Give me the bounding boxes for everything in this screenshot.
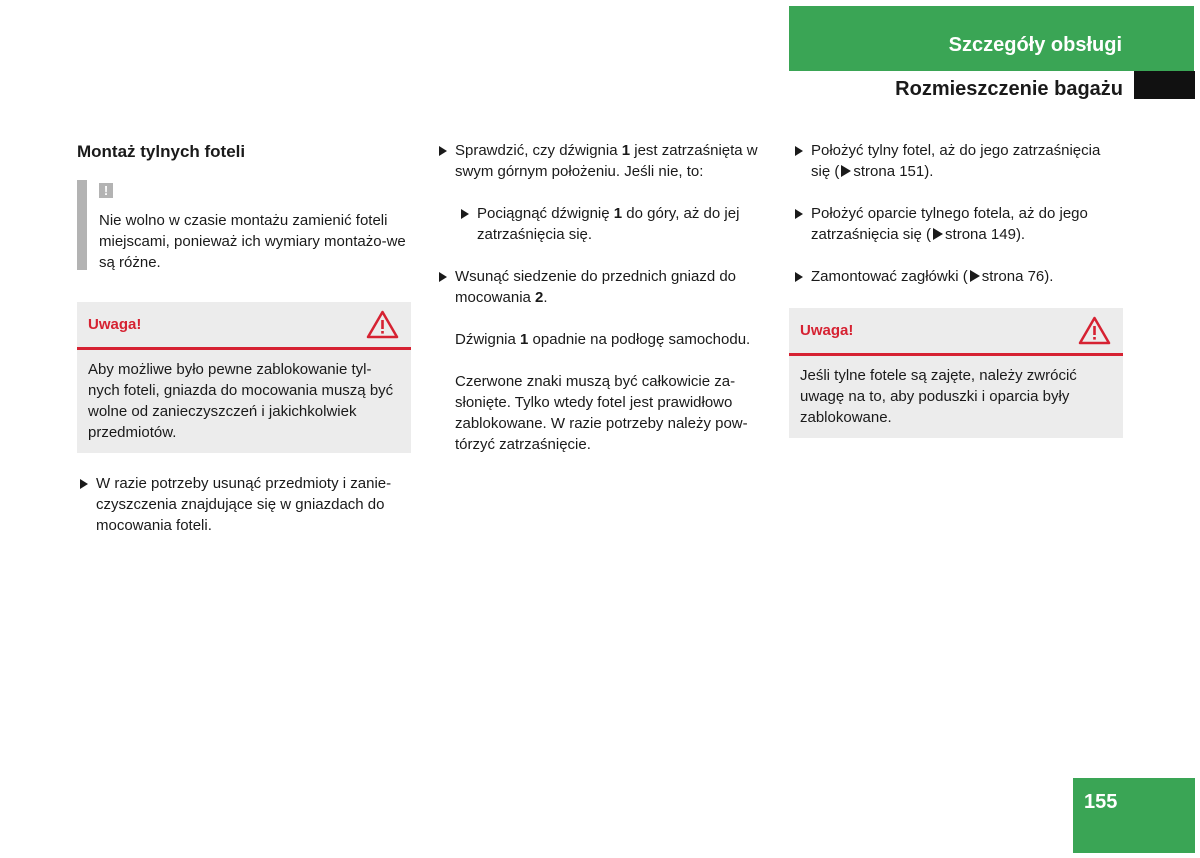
step-text: Położyć tylny fotel, aż do jego zatrzaśnięcia się ( [811,142,1101,180]
page-number-box [1073,778,1195,853]
paragraph [455,329,772,350]
paragraph-text: opadnie na podłogę samochodu. [528,331,751,348]
page-reference-icon [933,228,943,240]
warning-triangle-icon [366,310,399,339]
page-reference-icon [841,165,851,177]
warning-box [77,302,411,453]
step-text: ). [1015,226,1026,243]
note-bar [77,180,87,270]
step-text: W razie potrzeby usunąć przedmioty i zanie-czyszczenia znajdujące się w gniazdach do mocowania foteli. [96,475,392,534]
paragraph: Czerwone znaki muszą być całkowicie za-słonięte. Tylko wtedy fotel jest prawidłowo zablokowane. W razie potrzeby należy pow-tórzyć zatrzaśnięcie. [455,373,748,453]
instruction-step [436,140,772,182]
warning-text: Aby możliwe było pewne zablokowanie tyl-nych foteli, gniazda do mocowania muszą być wolne od zanieczyszczeń i jakichkolwiek przedmiotów. [88,361,394,441]
page-number: 155 [1084,791,1118,813]
warning-text: Jeśli tylne fotele są zajęte, należy zwrócić uwagę na to, aby poduszki i oparcia były zablokowane. [800,367,1077,426]
lever-number: 1 [613,205,623,222]
column-2 [436,140,772,476]
note-box [77,180,411,273]
step-text: jest zatrzaśnięta w swym górnym położeniu. Jeśli nie, to: [455,142,758,180]
instruction-step [792,140,1123,182]
section-heading: Montaż tylnych foteli [77,142,246,161]
note-text: Nie wolno w czasie montażu zamienić foteli miejscami, ponieważ ich wymiary montażo-we są różne. [99,212,406,271]
instruction-step [436,266,772,308]
step-text: Położyć oparcie tylnego fotela, aż do jego zatrzaśnięcia się ( [811,205,1088,243]
instruction-step [792,266,1123,287]
bullet-arrow-icon [439,146,447,156]
step-text: Wsunąć siedzenie do przednich gniazd do mocowania [455,268,737,306]
instruction-substep [458,203,772,245]
warning-triangle-icon [1078,316,1111,345]
page-reference-link[interactable]: strona 151 [853,163,925,180]
step-text: ). [1044,268,1054,285]
bullet-arrow-icon [795,209,803,219]
step-text: Sprawdzić, czy dźwignia [455,142,622,159]
warning-header [789,308,1123,356]
paragraph-text: Dźwignia [455,331,521,348]
bullet-arrow-icon [795,146,803,156]
step-text: . [543,289,548,306]
chapter-title: Szczegóły obsługi [948,34,1122,56]
section-title: Rozmieszczenie bagażu [895,78,1123,100]
page-reference-link[interactable]: strona 76 [981,268,1045,285]
chapter-header [789,6,1194,71]
page-reference-link[interactable]: strona 149 [945,226,1016,243]
bullet-arrow-icon [80,479,88,489]
warning-box [789,308,1123,438]
step-text: Pociągnąć dźwignię [477,205,614,222]
mount-number: 2 [535,289,544,306]
instruction-step [792,203,1123,245]
column-3 [792,140,1123,458]
column-1 [77,140,411,557]
instruction-step [77,473,411,536]
page-reference-icon [970,270,980,282]
warning-title: Uwaga! [800,322,854,339]
bullet-arrow-icon [795,272,803,282]
section-marker [1134,71,1195,99]
bullet-arrow-icon [461,209,469,219]
warning-title: Uwaga! [88,316,142,333]
step-text: ). [924,163,934,180]
lever-number: 1 [520,331,529,348]
step-text: Zamontować zagłówki ( [811,268,968,285]
step-text: do góry, aż do jej zatrzaśnięcia się. [477,205,740,243]
bullet-arrow-icon [439,272,447,282]
lever-number: 1 [621,142,631,159]
warning-header [77,302,411,350]
exclamation-icon: ! [99,183,113,198]
